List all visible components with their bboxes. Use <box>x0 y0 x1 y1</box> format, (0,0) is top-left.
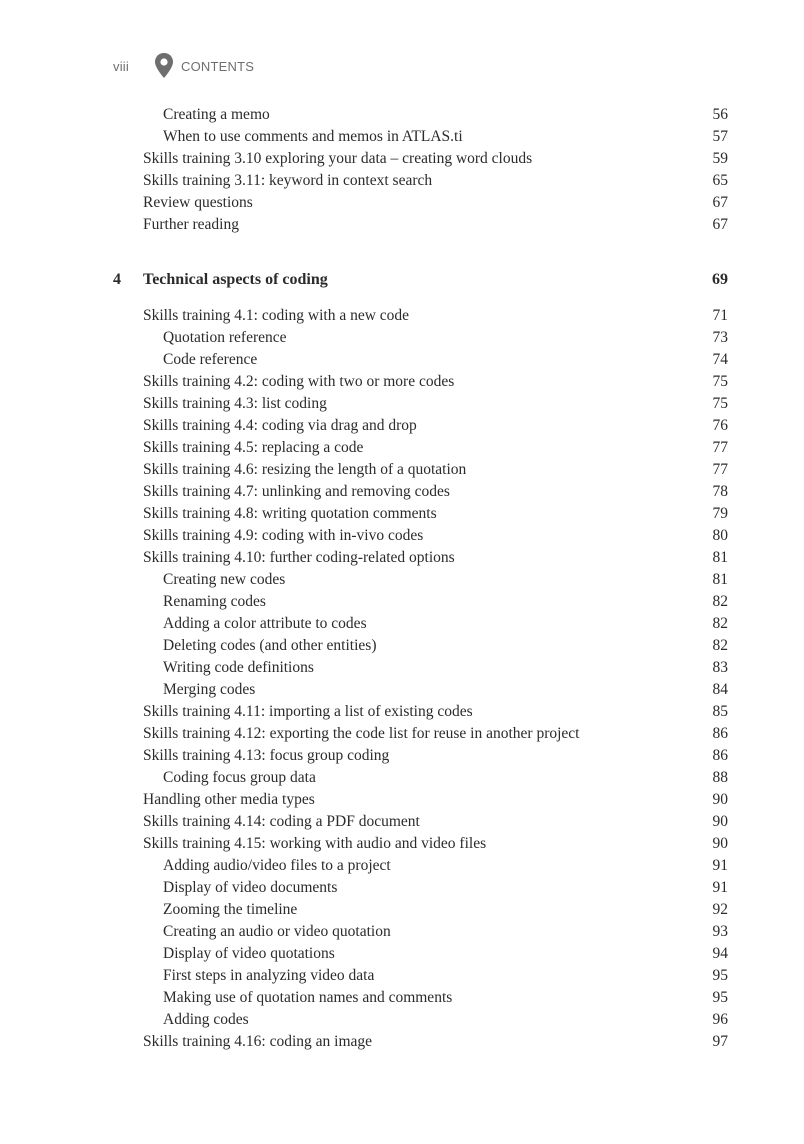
chapter-number: 4 <box>113 271 121 288</box>
toc-entry-title: Display of video documents <box>163 879 338 896</box>
toc-entry[interactable] <box>143 214 728 236</box>
toc-entry-title: Writing code definitions <box>163 659 314 676</box>
toc-subentry[interactable] <box>163 943 728 965</box>
toc-entry-title: Skills training 3.10 exploring your data – creating word clouds <box>143 150 533 167</box>
chapter-title: Technical aspects of coding <box>143 271 328 288</box>
toc-page-number: 82 <box>712 615 728 632</box>
toc-page-number: 57 <box>712 128 728 145</box>
toc-entry-title: Handling other media types <box>143 791 315 808</box>
toc-entry-title: Quotation reference <box>163 329 287 346</box>
toc-entry[interactable] <box>143 811 728 833</box>
toc-entry[interactable] <box>143 459 728 481</box>
toc-page-number: 74 <box>712 351 728 368</box>
toc-entry[interactable] <box>143 170 728 192</box>
toc-entry-title: Further reading <box>143 216 239 233</box>
toc-entry[interactable] <box>143 503 728 525</box>
toc-entry-title: Merging codes <box>163 681 256 698</box>
toc-entry[interactable] <box>143 833 728 855</box>
toc-page-number: 96 <box>712 1011 728 1028</box>
toc-entry[interactable] <box>143 745 728 767</box>
toc-entry-title: Skills training 4.5: replacing a code <box>143 439 364 456</box>
toc-entry-title: Skills training 4.16: coding an image <box>143 1033 373 1050</box>
toc-entry-title: Making use of quotation names and comments <box>163 989 453 1006</box>
toc-subentry[interactable] <box>163 877 728 899</box>
toc-page-number: 73 <box>712 329 728 346</box>
toc-entry[interactable] <box>143 393 728 415</box>
toc-subentry[interactable] <box>163 987 728 1009</box>
toc-subentry[interactable] <box>163 965 728 987</box>
toc-entry[interactable] <box>143 415 728 437</box>
toc-entry[interactable] <box>143 481 728 503</box>
toc-entry-title: Skills training 3.11: keyword in context search <box>143 172 433 189</box>
toc-page-number: 95 <box>712 989 728 1006</box>
page-folio: viii <box>113 58 129 74</box>
toc-page-number: 86 <box>712 747 728 764</box>
toc-subentry[interactable] <box>163 591 728 613</box>
toc-subentry[interactable] <box>163 679 728 701</box>
chapter-heading[interactable] <box>113 268 728 292</box>
toc-page-number: 59 <box>712 150 728 167</box>
toc-subentry[interactable] <box>163 899 728 921</box>
toc-subentry[interactable] <box>163 104 728 126</box>
toc-page-number: 81 <box>712 571 728 588</box>
toc-entry-title: Display of video quotations <box>163 945 335 962</box>
toc-entry-title: Skills training 4.6: resizing the length of a quotation <box>143 461 467 478</box>
toc-page-number: 77 <box>712 461 728 478</box>
toc-entry[interactable] <box>143 148 728 170</box>
toc-page-number: 75 <box>712 395 728 412</box>
toc-subentry[interactable] <box>163 327 728 349</box>
toc-page-number: 97 <box>712 1033 728 1050</box>
toc-page-number: 91 <box>712 857 728 874</box>
toc-page-number: 82 <box>712 637 728 654</box>
toc-entry[interactable] <box>143 437 728 459</box>
toc-page-number: 76 <box>712 417 728 434</box>
toc-entry-title: Creating a memo <box>163 106 270 123</box>
toc-page-number: 67 <box>712 216 728 233</box>
toc-subentry[interactable] <box>163 349 728 371</box>
toc-entry-title: Skills training 4.3: list coding <box>143 395 327 412</box>
toc-page-number: 83 <box>712 659 728 676</box>
toc-entry-title: Zooming the timeline <box>163 901 298 918</box>
toc-entry-title: Deleting codes (and other entities) <box>163 637 377 654</box>
toc-subentry[interactable] <box>163 1009 728 1031</box>
toc-entry[interactable] <box>143 789 728 811</box>
toc-entry-title: Review questions <box>143 194 253 211</box>
toc-entry-title: Creating an audio or video quotation <box>163 923 391 940</box>
toc-page-number: 67 <box>712 194 728 211</box>
toc-entry[interactable] <box>143 723 728 745</box>
toc-entry[interactable] <box>143 547 728 569</box>
toc-entry-title: Skills training 4.9: coding with in-vivo codes <box>143 527 424 544</box>
toc-entry-title: Skills training 4.4: coding via drag and drop <box>143 417 417 434</box>
toc-entry[interactable] <box>143 305 728 327</box>
toc-subentry[interactable] <box>163 657 728 679</box>
toc-page-number: 85 <box>712 703 728 720</box>
toc-entry-title: Renaming codes <box>163 593 266 610</box>
toc-subentry[interactable] <box>163 126 728 148</box>
toc-entry[interactable] <box>143 701 728 723</box>
toc-page-number: 90 <box>712 791 728 808</box>
toc-entry-title: Code reference <box>163 351 258 368</box>
toc-page-number: 75 <box>712 373 728 390</box>
toc-entry-title: Skills training 4.7: unlinking and removing codes <box>143 483 450 500</box>
toc-entry[interactable] <box>143 525 728 547</box>
toc-page-number: 93 <box>712 923 728 940</box>
chapter-page-number: 69 <box>712 271 728 288</box>
toc-page-number: 80 <box>712 527 728 544</box>
toc-page-number: 56 <box>712 106 728 123</box>
toc-page-number: 86 <box>712 725 728 742</box>
toc-page-number: 91 <box>712 879 728 896</box>
toc-entry-title: Skills training 4.1: coding with a new code <box>143 307 410 324</box>
toc-entry-title: Adding audio/video files to a project <box>163 857 391 874</box>
toc-page-number: 95 <box>712 967 728 984</box>
toc-subentry[interactable] <box>163 569 728 591</box>
toc-entry-title: Skills training 4.8: writing quotation comments <box>143 505 437 522</box>
toc-page-number: 82 <box>712 593 728 610</box>
toc-page-number: 77 <box>712 439 728 456</box>
toc-subentry[interactable] <box>163 767 728 789</box>
toc-entry-title: Skills training 4.15: working with audio and video files <box>143 835 487 852</box>
running-title: CONTENTS <box>181 58 255 74</box>
toc-entry-title: Skills training 4.11: importing a list of existing codes <box>143 703 473 720</box>
toc-entry-title: First steps in analyzing video data <box>163 967 375 984</box>
toc-page-number: 81 <box>712 549 728 566</box>
location-pin-icon <box>153 52 175 80</box>
toc-entry-title: Skills training 4.10: further coding-related options <box>143 549 455 566</box>
toc-page-number: 94 <box>712 945 728 962</box>
toc-entry[interactable] <box>143 1031 728 1053</box>
toc-entry-title: Skills training 4.12: exporting the code list for reuse in another project <box>143 725 580 742</box>
toc-subentry[interactable] <box>163 635 728 657</box>
toc-page-number: 92 <box>712 901 728 918</box>
toc-page-number: 71 <box>712 307 728 324</box>
toc-page-number: 88 <box>712 769 728 786</box>
toc-entry-title: Adding a color attribute to codes <box>163 615 367 632</box>
toc-subentry[interactable] <box>163 613 728 635</box>
toc-entry-title: Adding codes <box>163 1011 249 1028</box>
toc-subentry[interactable] <box>163 921 728 943</box>
toc-page-number: 65 <box>712 172 728 189</box>
toc-entry[interactable] <box>143 192 728 214</box>
toc-page-number: 78 <box>712 483 728 500</box>
toc-page-number: 79 <box>712 505 728 522</box>
toc-page-number: 90 <box>712 835 728 852</box>
running-header <box>113 52 254 80</box>
toc-entry-title: Coding focus group data <box>163 769 316 786</box>
toc-entry[interactable] <box>143 371 728 393</box>
toc-entry-title: Skills training 4.14: coding a PDF document <box>143 813 420 830</box>
toc-page-number: 90 <box>712 813 728 830</box>
toc-entry-title: Creating new codes <box>163 571 286 588</box>
toc-subentry[interactable] <box>163 855 728 877</box>
toc-entry-title: Skills training 4.13: focus group coding <box>143 747 390 764</box>
toc-entry-title: When to use comments and memos in ATLAS.ti <box>163 128 463 145</box>
toc-entry-title: Skills training 4.2: coding with two or more codes <box>143 373 455 390</box>
toc-page-number: 84 <box>712 681 728 698</box>
